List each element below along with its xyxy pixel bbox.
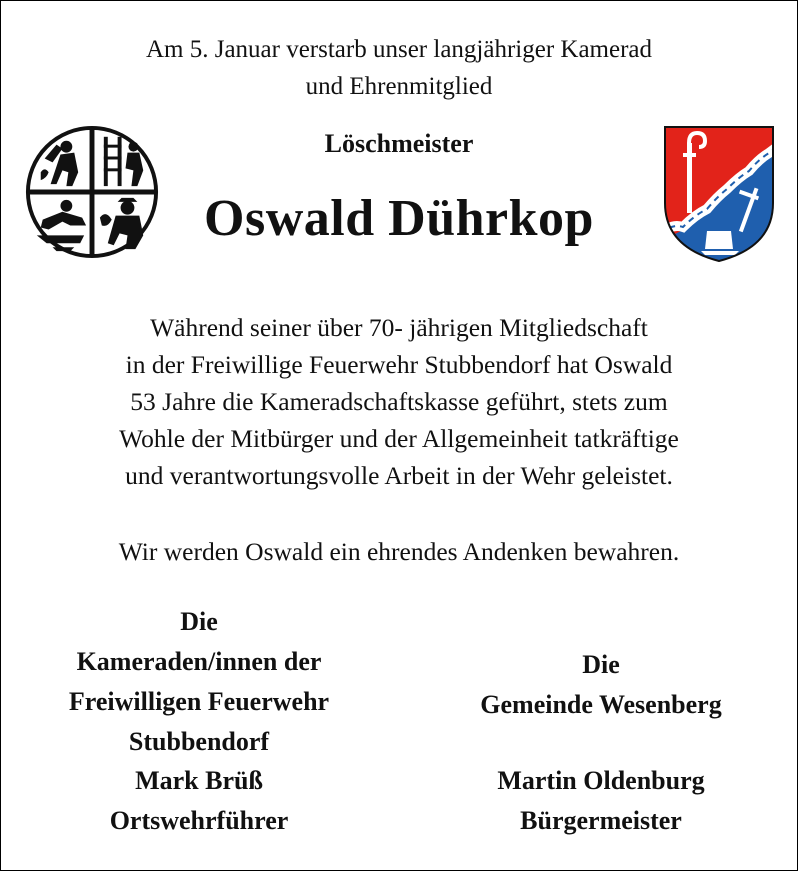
tribute-line: in der Freiwillige Feuerwehr Stubbendorf hat Oswald bbox=[125, 350, 673, 379]
tribute-line: und verantwortungsvolle Arbeit in der Wehr geleistet. bbox=[125, 461, 673, 490]
tribute-line: 53 Jahre die Kameradschaftskasse geführt, stets zum bbox=[130, 387, 668, 416]
signatory-role: Bürgermeister bbox=[520, 806, 682, 835]
rank-title: Löschmeister bbox=[324, 129, 474, 158]
signatory-municipality bbox=[421, 761, 781, 841]
signatory-name: Mark Brüß bbox=[135, 766, 263, 795]
tribute-text bbox=[1, 309, 797, 494]
signatory-fire-brigade bbox=[21, 761, 377, 841]
memory-statement: Wir werden Oswald ein ehrendes Andenken bewahren. bbox=[118, 537, 680, 566]
tribute-line: Während seiner über 70- jährigen Mitgliedschaft bbox=[150, 313, 648, 342]
signatory-name: Martin Oldenburg bbox=[497, 766, 705, 795]
signatory-role: Ortswehrführer bbox=[109, 806, 289, 835]
signature-block-municipality bbox=[421, 645, 781, 725]
signature-line: Die bbox=[582, 650, 620, 679]
intro-text bbox=[1, 31, 797, 105]
signature-block-fire-brigade bbox=[21, 602, 377, 762]
signature-line: Gemeinde Wesenberg bbox=[480, 690, 722, 719]
intro-line: und Ehrenmitglied bbox=[305, 73, 493, 100]
signature-line: Kameraden/innen der bbox=[76, 647, 322, 676]
signature-line: Stubbendorf bbox=[128, 727, 270, 756]
tribute-line: Wohle der Mitbürger und der Allgemeinheit tatkräftige bbox=[119, 424, 679, 453]
intro-line: Am 5. Januar verstarb unser langjähriger Kamerad bbox=[145, 36, 653, 63]
coat-of-arms-icon bbox=[661, 123, 777, 265]
deceased-name: Oswald Dührkop bbox=[204, 190, 594, 247]
signature-line: Freiwilligen Feuerwehr bbox=[68, 687, 330, 716]
signature-line: Die bbox=[180, 607, 218, 636]
